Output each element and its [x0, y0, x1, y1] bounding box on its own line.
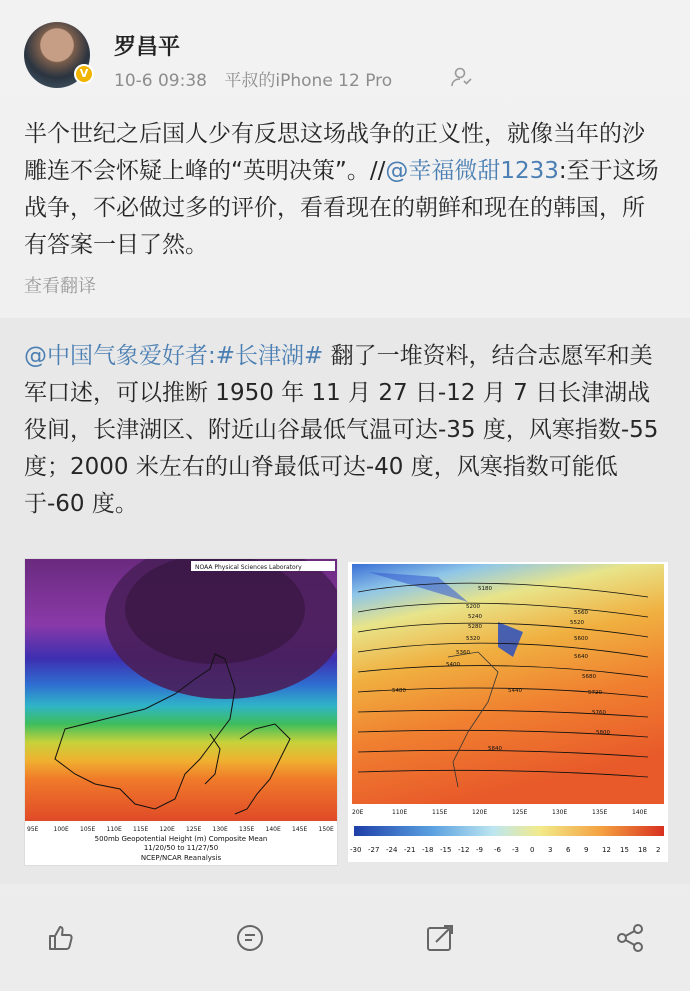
- lon-tick-label: 130E: [212, 826, 228, 833]
- reposted-content[interactable]: [0, 318, 690, 884]
- post-header: [0, 0, 690, 110]
- contour-label: 5560: [574, 610, 588, 616]
- contour-label: 5360: [456, 650, 470, 656]
- lon-tick-label: 120E: [472, 809, 488, 816]
- lon-tick-label: 135E: [592, 809, 608, 816]
- lon-tick-label: 135E: [239, 826, 255, 833]
- contour-label: 5440: [508, 688, 522, 694]
- translate-link[interactable]: 查看翻译: [24, 276, 96, 297]
- contour-label: 5520: [570, 620, 584, 626]
- contour-label: 5240: [468, 614, 482, 620]
- scale-tick-label: 15: [620, 846, 629, 854]
- post-meta: [114, 66, 404, 91]
- lon-tick-label: 130E: [552, 809, 568, 816]
- image-credit: NOAA Physical Sciences Laboratory: [195, 564, 302, 571]
- geopotential-map-image[interactable]: [24, 558, 338, 866]
- lon-tick-labels: [27, 826, 334, 833]
- scale-tick-label: -18: [422, 846, 434, 854]
- post-timestamp: 10-6 09:38: [114, 71, 207, 91]
- post-text-part2: :至于这场战争，不必做过多的评价，看看现在的朝鲜和现在的韩国，所有答案一目了然。: [24, 158, 659, 258]
- action-bar: [0, 900, 690, 975]
- contour-label: 5400: [446, 662, 460, 668]
- lon-tick-label: 140E: [265, 826, 281, 833]
- scale-tick-label: -3: [512, 846, 519, 854]
- contour-label: 5200: [466, 604, 480, 610]
- caption-line3: NCEP/NCAR Reanalysis: [140, 854, 222, 862]
- hashtag-link[interactable]: :#长津湖#: [208, 343, 324, 369]
- repost-mention-link[interactable]: @中国气象爱好者: [24, 343, 208, 369]
- scale-tick-label: -27: [368, 846, 380, 854]
- lon-tick-label: 95E: [27, 826, 39, 833]
- lon-tick-labels-right: [352, 809, 647, 816]
- scale-tick-label: 3: [548, 846, 553, 854]
- comment-icon[interactable]: [234, 922, 266, 954]
- lon-tick-label: 105E: [80, 826, 96, 833]
- lon-tick-label: 125E: [512, 809, 528, 816]
- author-name[interactable]: 罗昌平: [114, 35, 181, 60]
- scale-tick-label: 0: [530, 846, 535, 854]
- caption-line2: 11/20/50 to 11/27/50: [143, 844, 219, 852]
- verified-badge-icon: V: [74, 64, 94, 84]
- scale-tick-label: -24: [386, 846, 398, 854]
- repost-body: [24, 338, 669, 523]
- lon-tick-label: 140E: [632, 809, 648, 816]
- temperature-scale-labels: [350, 846, 660, 854]
- contour-label: 5800: [596, 730, 610, 736]
- scale-tick-label: -6: [494, 846, 501, 854]
- contour-label: 5840: [488, 746, 502, 752]
- contour-label: 5640: [574, 654, 588, 660]
- post-text-part1: 半个世纪之后国人少有反思这场战争的正义性，就像当年的沙雕连不会怀疑上峰的“英明决策”。//: [24, 121, 645, 184]
- caption-line1: 500mb Geopotential Height (m) Composite Mean: [94, 835, 268, 843]
- lon-tick-label: 150E: [318, 826, 334, 833]
- contour-label: 5680: [582, 674, 596, 680]
- lon-tick-label: 115E: [432, 809, 448, 816]
- lon-tick-label: 100E: [53, 826, 69, 833]
- contour-label: 5480: [392, 688, 406, 694]
- contour-label: 5720: [588, 690, 602, 696]
- lon-tick-label: 115E: [133, 826, 149, 833]
- scale-tick-label: 2: [656, 846, 661, 854]
- scale-tick-label: -12: [458, 846, 470, 854]
- lon-tick-label: 110E: [106, 826, 122, 833]
- mention-link[interactable]: @幸福微甜1233: [385, 158, 559, 184]
- scale-tick-label: -9: [476, 846, 483, 854]
- contour-label: 5180: [478, 586, 492, 592]
- repost-text: 翻了一堆资料，结合志愿军和美军口述，可以推断 1950 年 11 月 27 日-12 月 7 日长津湖战役间，长津湖区、附近山谷最低气温可达-35 度，风寒指数-55 度；2000 米左右的山脊最低可达-40 度，风寒指数可能低于-60 度。: [24, 343, 659, 517]
- repost-icon[interactable]: [424, 922, 456, 954]
- lon-tick-label: 145E: [292, 826, 308, 833]
- scale-tick-label: 6: [566, 846, 571, 854]
- scale-tick-label: -30: [350, 846, 362, 854]
- contour-label: 5760: [592, 710, 606, 716]
- scale-tick-label: 9: [584, 846, 589, 854]
- contour-label: 5280: [468, 624, 482, 630]
- share-icon[interactable]: [614, 922, 646, 954]
- lon-tick-label: 125E: [186, 826, 202, 833]
- scale-tick-label: -15: [440, 846, 452, 854]
- contour-label: 5600: [574, 636, 588, 642]
- scale-tick-label: 12: [602, 846, 611, 854]
- contour-label: 5320: [466, 636, 480, 642]
- scale-tick-label: 18: [638, 846, 647, 854]
- like-icon[interactable]: [44, 922, 76, 954]
- temperature-map-image[interactable]: [348, 562, 668, 862]
- post-body: [24, 116, 664, 264]
- post-device: 平叔的iPhone 12 Pro: [224, 71, 393, 91]
- lon-tick-label: 120E: [159, 826, 175, 833]
- lon-tick-label: 20E: [352, 809, 364, 816]
- scale-tick-label: -21: [404, 846, 416, 854]
- lon-tick-label: 110E: [392, 809, 408, 816]
- person-icon[interactable]: [450, 66, 472, 88]
